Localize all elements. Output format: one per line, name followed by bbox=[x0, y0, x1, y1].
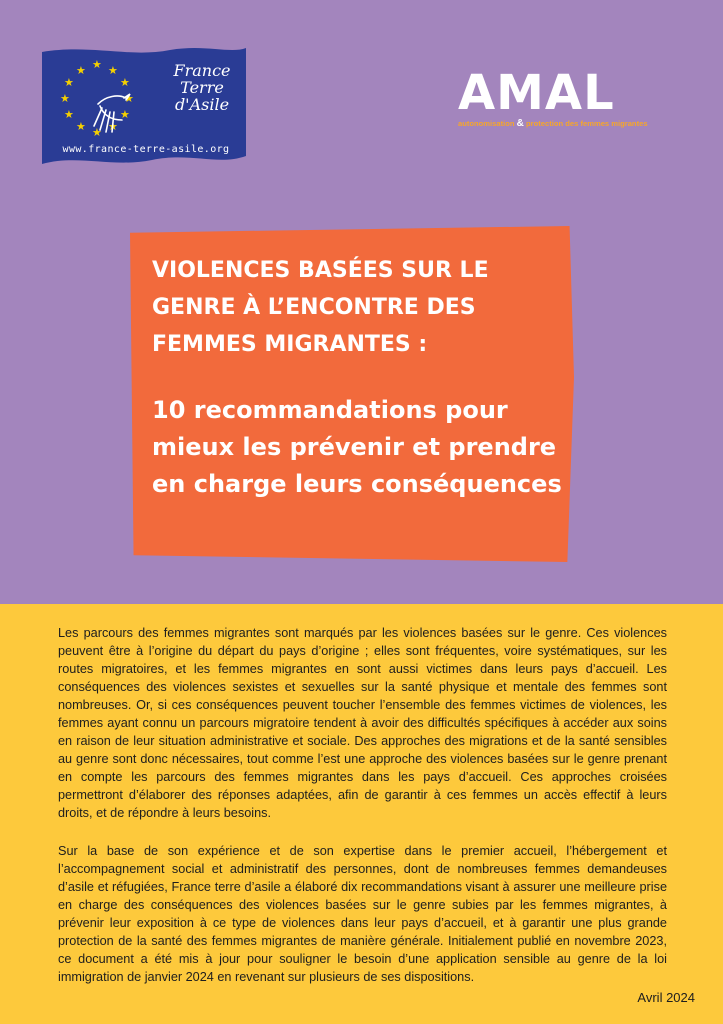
svg-text:★: ★ bbox=[64, 76, 74, 89]
ftda-logo-name: France Terre d'Asile bbox=[173, 61, 231, 114]
ftda-logo bbox=[40, 44, 250, 170]
ftda-website-url: www.france-terre-asile.org bbox=[62, 144, 230, 155]
svg-text:★: ★ bbox=[108, 120, 118, 133]
svg-text:★: ★ bbox=[92, 126, 102, 139]
svg-text:★: ★ bbox=[108, 64, 118, 77]
page-title: VIOLENCES BASÉES SUR LE GENRE À L’ENCONTRE DES FEMMES MIGRANTES : bbox=[152, 258, 489, 357]
amal-tagline bbox=[458, 118, 680, 129]
svg-text:★: ★ bbox=[124, 92, 134, 105]
svg-text:★: ★ bbox=[92, 58, 102, 71]
publication-date: Avril 2024 bbox=[637, 990, 695, 1005]
svg-text:★: ★ bbox=[64, 108, 74, 121]
svg-text:★: ★ bbox=[76, 64, 86, 77]
amal-tagline-ampersand: & bbox=[516, 118, 524, 129]
svg-text:★: ★ bbox=[120, 76, 130, 89]
amal-tagline-part1: autonomisation bbox=[458, 119, 515, 128]
svg-text:★: ★ bbox=[76, 120, 86, 133]
svg-text:★: ★ bbox=[120, 108, 130, 121]
page-subtitle: 10 recommandations pour mieux les prévenir et prendre en charge leurs conséquences bbox=[152, 396, 562, 498]
context-paragraph: Sur la base de son expérience et de son expertise dans le premier accueil, l’hébergement et l’accompagnement social et administratif des personnes, dont de nombreuses femmes demandeuses d’asile et réfugiées, France terre d’asile a élaboré dix recommandations visant à assurer une meilleure prise en charge des conséquences des violences basées sur le genre subies par les femmes migrantes, à prévenir leur exposition à ce type de violences dans leur pays d’accueil, et à garantir une plus grande protection de la santé des femmes migrantes de manière générale. Initialement publié en novembre 2023, ce document a été mis à jour pour souligner le besoin d’une application sensible au genre de la loi immigration de janvier 2024 en revenant sur plusieurs de ses dispositions. bbox=[58, 844, 667, 984]
amal-wordmark: AMAL bbox=[458, 65, 615, 121]
amal-logo bbox=[458, 65, 680, 129]
svg-text:★: ★ bbox=[60, 92, 70, 105]
amal-tagline-part2: protection des femmes migrantes bbox=[526, 119, 648, 128]
intro-paragraph: Les parcours des femmes migrantes sont marqués par les violences basées sur le genre. Ces violences peuvent être à l’origine du départ du pays d’origine ; elles sont fréquentes, voire systématiques, sur les routes migratoires, et les femmes migrantes en sont aussi victimes dans leurs pays d’accueil. Les conséquences des violences sexistes et sexuelles sur la santé physique et mentale des femmes sont nombreuses. Or, si ces conséquences peuvent toucher l’ensemble des femmes victimes de violences, les femmes ayant connu un parcours migratoire tendent à avoir des difficultés spécifiques à accéder aux soins en raison de leur situation administrative et sociale. Des approches des migrations et de la santé sensibles au genre sont donc nécessaires, tout comme l’est une approche des violences basées sur le genre prenant en compte les parcours des femmes migrantes dans les pays d’accueil. Ces approches croisées permettront d’élaborer des réponses adaptées, afin de garantir à ces femmes un accès effectif à leurs droits, et de répondre à leurs besoins. bbox=[58, 626, 667, 820]
